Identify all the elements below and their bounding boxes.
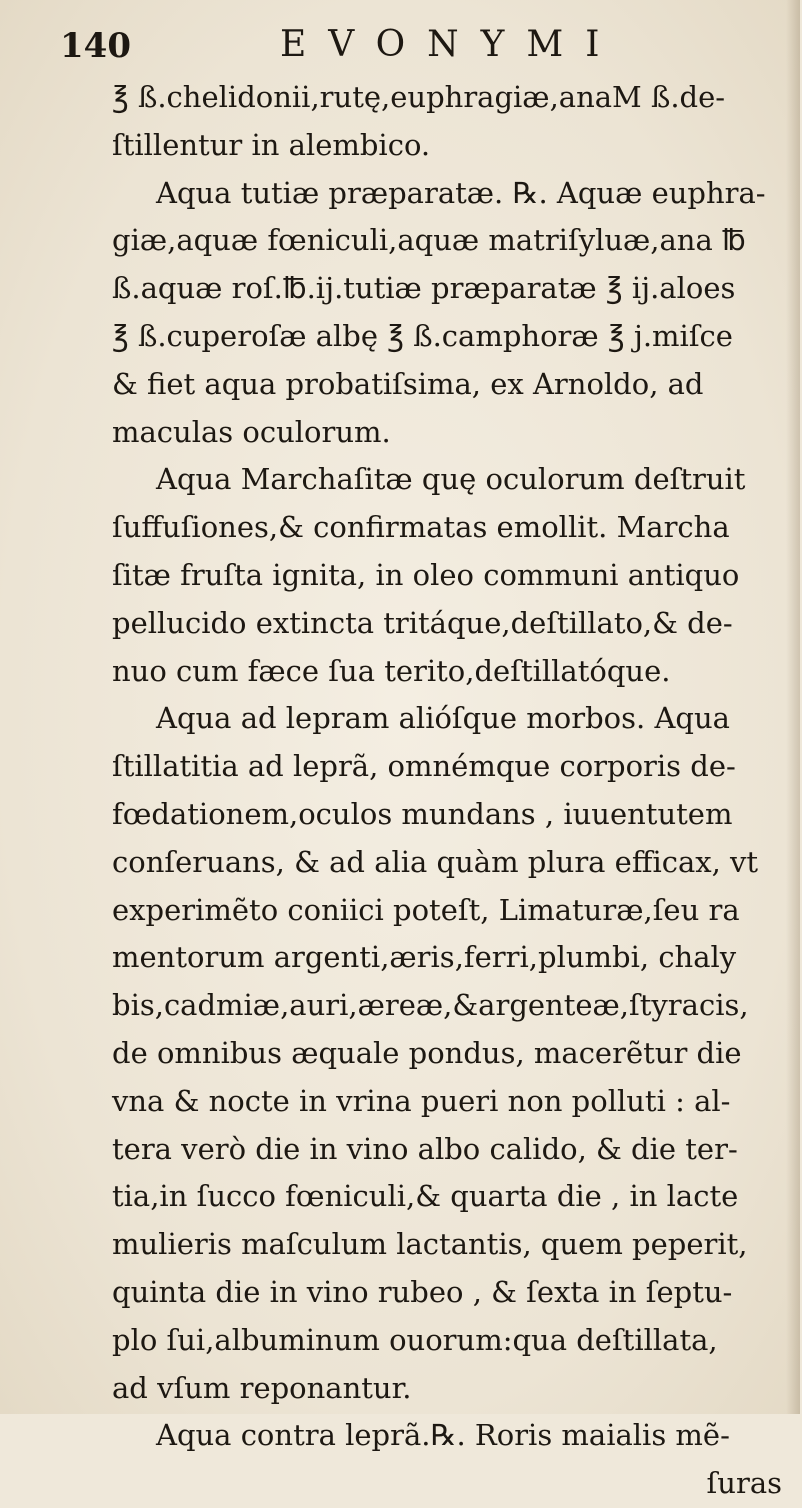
catchword: ſuras xyxy=(706,1466,782,1501)
text-line: tera verò die in vino albo calido, & die ter- xyxy=(112,1131,738,1166)
text-line: ℥ ß.chelidonii,rutę,euphragiæ,anaM ß.de- xyxy=(112,80,726,114)
text-line: ſitæ fruſta ignita, in oleo communi antiquo xyxy=(112,557,740,592)
text-line: vna & nocte in vrina pueri non polluti : al- xyxy=(112,1083,731,1118)
text-line: pellucido extincta tritáque,deſtillato,& de- xyxy=(112,605,733,640)
body-text xyxy=(112,74,802,1508)
text-line: mentorum argenti,æris,ferri,plumbi, chaly xyxy=(112,940,737,975)
text-line: conſeruans, & ad alia quàm plura efficax, vt xyxy=(112,844,759,879)
text-line: fœdationem,oculos mundans , iuuentutem xyxy=(112,796,733,831)
running-head: EVONYMI xyxy=(280,24,622,65)
text-line: Aqua Marchaſitæ quę oculorum deſtruit xyxy=(156,462,746,497)
text-line: experimẽto coniici poteſt, Limaturæ,ſeu ra xyxy=(112,892,740,927)
text-line: ſuffuſiones,& confirmatas emollit. Marcha xyxy=(112,510,730,545)
text-line: mulieris maſculum lactantis, quem peperit, xyxy=(112,1227,748,1262)
text-line: Aqua ad lepram alióſque morbos. Aqua xyxy=(156,701,730,736)
text-line: quinta die in vino rubeo , & ſexta in ſeptu- xyxy=(112,1274,733,1309)
text-line: Aqua tutiæ præparatæ. ℞. Aquæ euphra- xyxy=(156,175,766,210)
text-line: ad vſum reponantur. xyxy=(112,1370,412,1405)
text-line: bis,cadmiæ,auri,æreæ,&argenteæ,ſtyracis, xyxy=(112,988,749,1023)
text-line: maculas oculorum. xyxy=(112,414,391,449)
text-line: ſtillatitia ad leprã, omnémque corporis de- xyxy=(112,749,736,784)
text-line: ℥ ß.cuperoſæ albę ℥ ß.camphoræ ℥ j.miſce xyxy=(112,318,733,353)
text-line: Aqua contra leprã.℞. Roris maialis mẽ- xyxy=(156,1418,730,1453)
text-line: tia,in ſucco fœniculi,& quarta die , in lacte xyxy=(112,1179,739,1214)
text-line: de omnibus æquale pondus, macerẽtur die xyxy=(112,1035,742,1070)
text-line: ſtillentur in alembico. xyxy=(112,127,431,162)
text-line: nuo cum fæce ſua terito,deſtillatóque. xyxy=(112,653,671,688)
text-line: & fiet aqua probatiſsima, ex Arnoldo, ad xyxy=(112,366,704,401)
text-line: ß.aquæ roſ.℔.ij.tutiæ præparatæ ℥ ij.aloes xyxy=(112,271,736,306)
page-header xyxy=(60,20,760,70)
page-number: 140 xyxy=(60,26,131,66)
text-line: giæ,aquæ fœniculi,aquæ matriſyluæ,ana ℔ xyxy=(112,223,746,258)
text-line: plo ſui,albuminum ouorum:qua deſtillata, xyxy=(112,1322,718,1357)
